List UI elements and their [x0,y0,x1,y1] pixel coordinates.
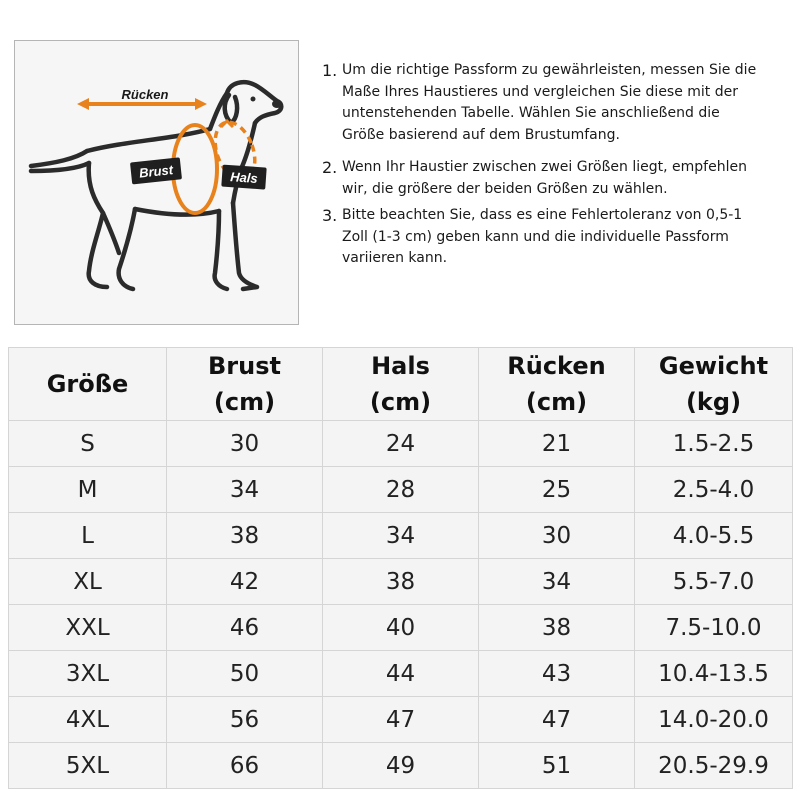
header-neck: Hals (cm) [323,348,479,421]
size-chart-table [8,347,793,789]
header-weight: Gewicht (kg) [635,348,793,421]
cell-chest: 50 [167,651,323,697]
header-chest: Brust (cm) [167,348,323,421]
table-row [9,467,793,513]
instruction-number: 1. [322,61,338,80]
cell-weight: 5.5-7.0 [635,559,793,605]
cell-size: L [9,513,167,559]
cell-chest: 42 [167,559,323,605]
header-size: Größe [9,348,167,421]
header-back: Rücken (cm) [479,348,635,421]
cell-size: 4XL [9,697,167,743]
back-label: Rücken [121,87,169,102]
cell-weight: 1.5-2.5 [635,421,793,467]
cell-size: XXL [9,605,167,651]
cell-neck: 40 [323,605,479,651]
cell-size: 5XL [9,743,167,789]
cell-chest: 56 [167,697,323,743]
instruction-text: Um die richtige Passform zu gewährleisten, messen Sie die Maße Ihres Haustieres und vergleichen Sie diese mit der untenstehenden Tabelle. Wählen Sie anschließend die Größe basierend auf dem Brustumfang. [342,62,757,143]
instruction-number: 3. [322,206,338,225]
cell-weight: 10.4-13.5 [635,651,793,697]
cell-chest: 66 [167,743,323,789]
cell-neck: 44 [323,651,479,697]
cell-back: 21 [479,421,635,467]
cell-weight: 7.5-10.0 [635,605,793,651]
cell-weight: 20.5-29.9 [635,743,793,789]
cell-back: 34 [479,559,635,605]
instructions-list [320,60,760,270]
cell-neck: 47 [323,697,479,743]
cell-back: 43 [479,651,635,697]
cell-neck: 49 [323,743,479,789]
cell-neck: 38 [323,559,479,605]
dog-eye-icon [251,97,256,102]
neck-label: Hals [229,169,259,187]
table-row [9,743,793,789]
cell-neck: 28 [323,467,479,513]
cell-size: S [9,421,167,467]
instruction-text: Bitte beachten Sie, dass es eine Fehlertoleranz von 0,5-1 Zoll (1-3 cm) geben kann und die individuelle Passform variieren kann. [342,207,743,266]
cell-neck: 24 [323,421,479,467]
instruction-number: 2. [322,158,338,177]
cell-back: 47 [479,697,635,743]
cell-chest: 46 [167,605,323,651]
cell-chest: 30 [167,421,323,467]
cell-weight: 14.0-20.0 [635,697,793,743]
table-row [9,697,793,743]
cell-back: 38 [479,605,635,651]
cell-weight: 4.0-5.5 [635,513,793,559]
instruction-item [320,60,760,146]
instruction-text: Wenn Ihr Haustier zwischen zwei Größen liegt, empfehlen wir, die größere der beiden Größen zu wählen. [342,159,747,197]
table-row [9,651,793,697]
cell-back: 30 [479,513,635,559]
neck-tag [221,165,266,190]
table-row [9,513,793,559]
dog-nose-icon [272,100,282,108]
instruction-item [320,157,760,200]
cell-neck: 34 [323,513,479,559]
table-row [9,605,793,651]
cell-chest: 34 [167,467,323,513]
table-row [9,421,793,467]
cell-size: 3XL [9,651,167,697]
cell-size: XL [9,559,167,605]
cell-back: 25 [479,467,635,513]
cell-size: M [9,467,167,513]
measurement-diagram [14,40,299,325]
chest-label: Brust [138,162,174,181]
dog-illustration [15,41,300,326]
cell-weight: 2.5-4.0 [635,467,793,513]
table-row [9,559,793,605]
table-header-row [9,348,793,421]
cell-chest: 38 [167,513,323,559]
cell-back: 51 [479,743,635,789]
instruction-item [320,205,760,270]
